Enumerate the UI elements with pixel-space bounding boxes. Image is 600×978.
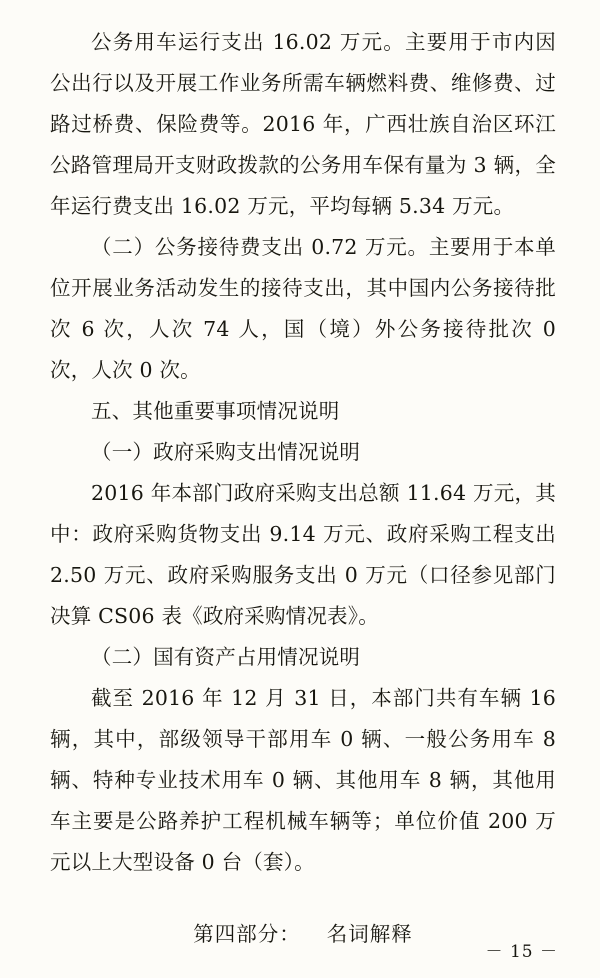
page-number-footer: － 15 － bbox=[485, 942, 558, 962]
section-title-part-four bbox=[50, 917, 556, 947]
heading-state-owned-assets: （二）国有资产占用情况说明 bbox=[91, 645, 361, 669]
section-part-label: 第四部分： bbox=[193, 922, 301, 946]
paragraph-official-reception-expense: （二）公务接待费支出 0.72 万元。主要用于本单位开展业务活动发生的接待支出，其中国内公务接待批次 6 次，人次 74 人，国（境）外公务接待批次 0 次，人次 0 次。 bbox=[50, 235, 563, 382]
section-part-name: 名词解释 bbox=[326, 922, 413, 946]
paragraph-state-owned-assets-detail: 截至 2016 年 12 月 31 日，本部门共有车辆 16 辆，其中，部级领导干部用车 0 辆、一般公务用车 8 辆、特种专业技术用车 0 辆、其他用车 8 辆，其他用车主要是公路养护工程机械车辆等；单位价值 200 万元以上大型设备 0 台（套）。 bbox=[50, 686, 563, 874]
heading-government-procurement: （一）政府采购支出情况说明 bbox=[91, 440, 361, 464]
paragraph-vehicle-operation-expense: 公务用车运行支出 16.02 万元。主要用于市内因公出行以及开展工作业务所需车辆燃料费、维修费、过路过桥费、保险费等。2016 年，广西壮族自治区环江公路管理局开支财政拨款的公务用车保有量为 3 辆，全年运行费支出 16.02 万元，平均每辆 5.34 万元。 bbox=[50, 30, 556, 218]
heading-other-important-matters: 五、其他重要事项情况说明 bbox=[91, 399, 340, 423]
paragraph-government-procurement-detail: 2016 年本部门政府采购支出总额 11.64 万元，其中：政府采购货物支出 9.14 万元、政府采购工程支出 2.50 万元、政府采购服务支出 0 万元（口径参见部门决算 CS06 表《政府采购情况表》。 bbox=[50, 481, 563, 628]
